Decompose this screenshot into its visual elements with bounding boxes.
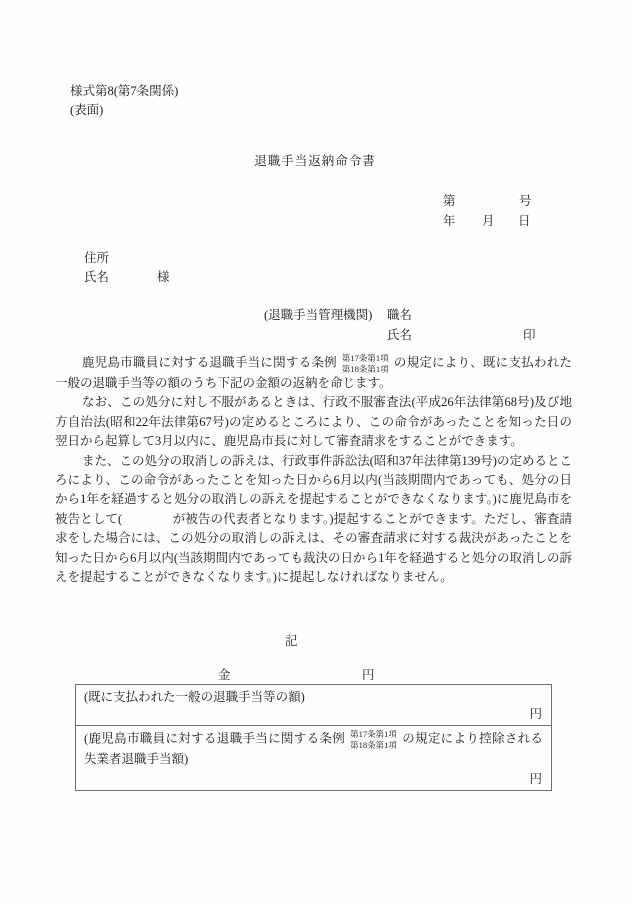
issuer-seal-mark: 印: [523, 328, 536, 342]
paragraph-order-post: の規定により、既に支払われた一般の退職手当等の額のうち下記の金額の返納を命じます。: [55, 355, 572, 390]
form-number: 様式第8(第7条関係): [70, 84, 179, 98]
issuer-post-label: 職名: [387, 308, 413, 322]
clause-reference-stack: [342, 353, 389, 374]
doc-number-prefix: 第: [443, 194, 456, 208]
row-deduction-label: [84, 729, 543, 769]
date-month-label: 月: [482, 214, 495, 228]
record-heading: 記: [285, 634, 298, 648]
row-deduction-label-pre: (鹿児島市職員に対する退職手当に関する条例: [84, 731, 346, 746]
doc-number-suffix: 号: [519, 194, 532, 208]
paragraph-order-pre: 鹿児島市職員に対する退職手当に関する条例: [82, 355, 337, 370]
issuer-name-label: 氏名: [387, 328, 413, 342]
addressee-address-label: 住所: [84, 251, 110, 265]
addressee-honorific: 様: [157, 270, 170, 284]
date-year-label: 年: [443, 214, 456, 228]
amount-unit-label: 円: [362, 668, 375, 682]
clause-reference-stack: [350, 729, 397, 750]
date-day-label: 日: [518, 214, 531, 228]
row-deduction-unit: 円: [529, 772, 542, 786]
paragraph-revocation-suit: また、この処分の取消しの訴えは、行政事件訴訟法(昭和37年法律第139号)の定めるところにより、この命令があったことを知った日から6月以内(当該期間内であっても、処分の日から1年を経過すると処分の取消しの訴えを提起することができなくなります。)に鹿児島市を被告として( が被告の代表者となります。)提起することができます。ただし、審査請求をした場合には、この処分の取消しの訴えは、その審査請求に対する裁決があったことを知った日から6月以内(当該期間内であっても裁決の日から1年を経過すると処分の取消しの訴えを提起することができなくなります。)に提起しなければなりません。: [55, 453, 572, 585]
clause-reference-top: 第17条第1項: [341, 353, 389, 363]
body-text: [55, 353, 572, 587]
page-side-label: (表面): [70, 103, 104, 117]
paragraph-order: [55, 353, 572, 393]
row-deduction-label-post: の規定により控除される失業者退職手当額): [84, 731, 543, 766]
row-paid-allowance-unit: 円: [529, 707, 542, 721]
amount-breakdown-table: [75, 684, 552, 791]
paragraph-administrative-appeal: なお、この処分に対し不服があるときは、行政不服審査法(平成26年法律第68号)及び地方自治法(昭和22年法律第67号)の定めるところにより、この命令があったことを知った日の翌日から起算して3月以内に、鹿児島市長に対して審査請求をすることができます。: [55, 395, 572, 449]
issuer-org-label: (退職手当管理機関): [264, 308, 373, 322]
amount-label: 金: [218, 668, 231, 682]
table-row: [76, 685, 551, 726]
clause-reference-bottom: 第18条第1項: [350, 739, 397, 750]
clause-reference-top: 第17条第1項: [350, 729, 397, 739]
document-title: 退職手当返納命令書: [254, 154, 376, 168]
addressee-name-label: 氏名: [84, 270, 110, 284]
table-row: [76, 726, 551, 790]
row-paid-allowance-label: (既に支払われた一般の退職手当等の額): [84, 690, 305, 704]
clause-reference-bottom: 第18条第1項: [341, 363, 389, 374]
